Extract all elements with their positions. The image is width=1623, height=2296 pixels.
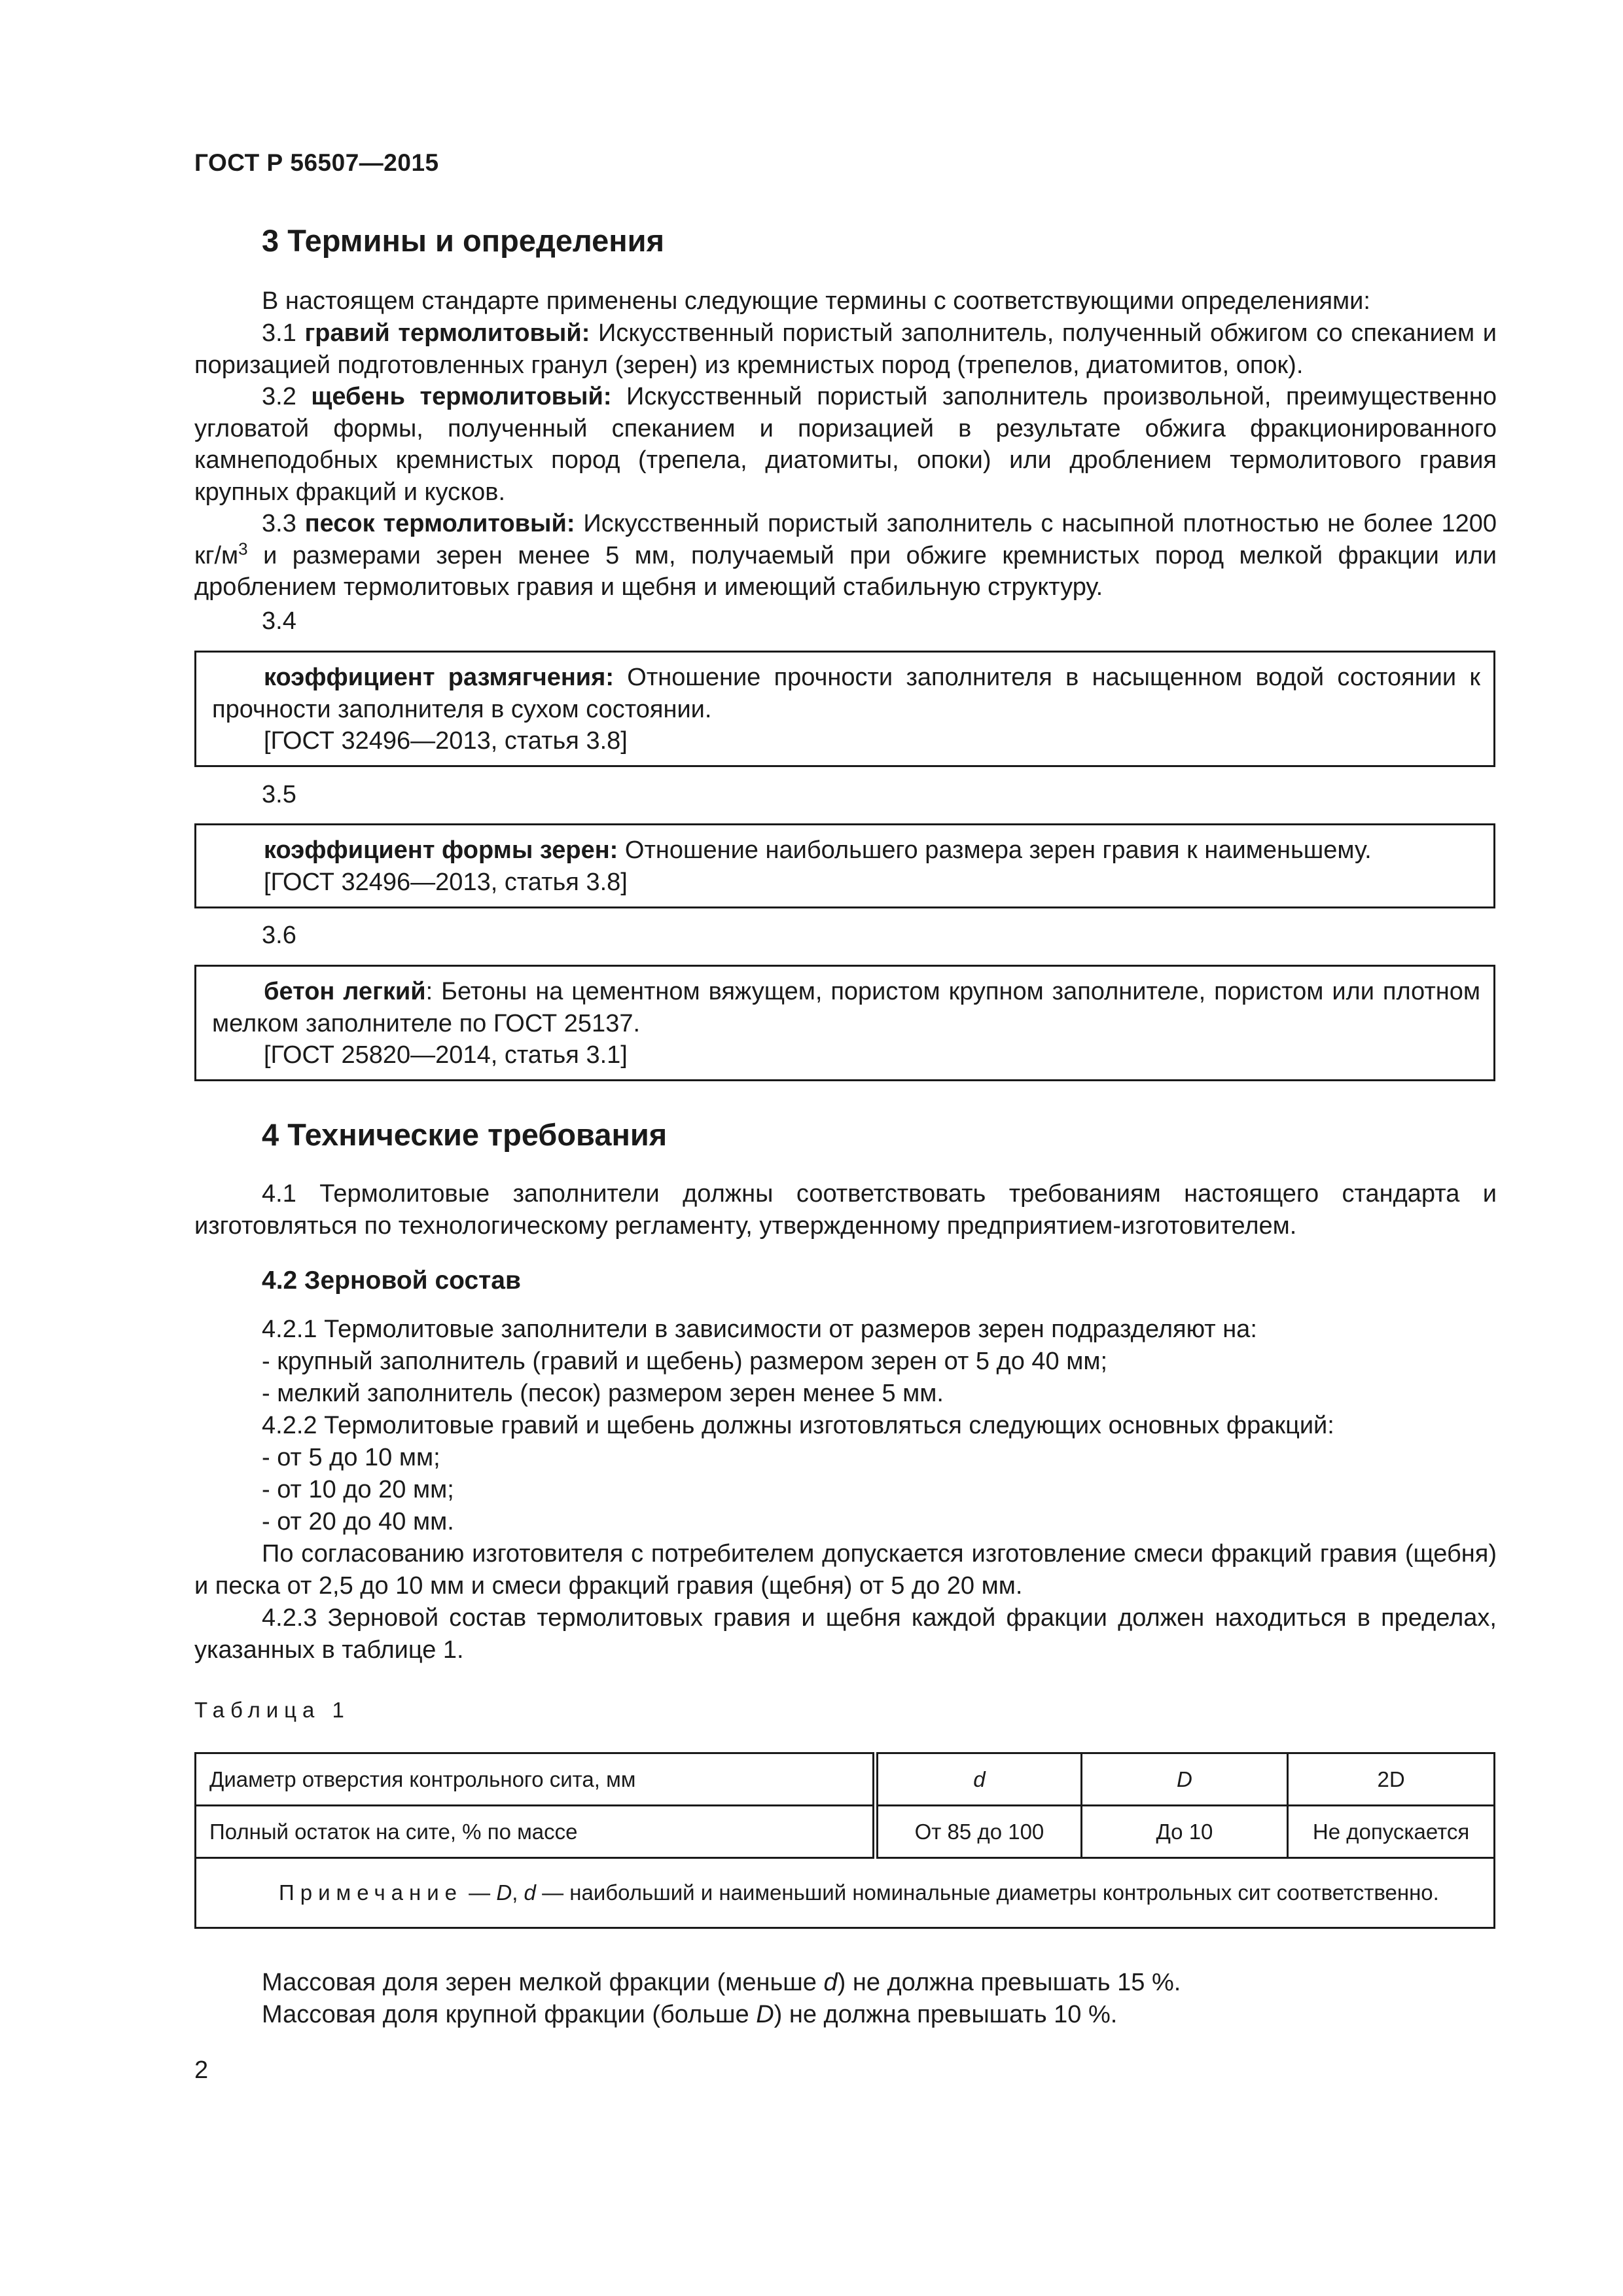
clause-4-2-3: 4.2.3 Зерновой состав термолитовых гравия и щебня каждой фракции должен находиться в пределах, указанных в таблице 1. <box>194 1604 1497 1664</box>
term-3-4-number: 3.4 <box>262 607 296 635</box>
term-3-4: коэффициент размягчения: Отношение прочности заполнителя в насыщенном водой состоянии к прочности заполнителя в сухом состоянии. <box>212 664 1480 723</box>
table-cell-label: Диаметр отверстия контрольного сита, мм <box>196 1753 876 1806</box>
table-cell: До 10 <box>1081 1806 1287 1858</box>
term-3-4-name: коэффициент размягчения: <box>264 664 614 691</box>
section-3-intro: В настоящем стандарте применены следующие термины с соответствующими определениями: <box>262 287 1370 315</box>
term-3-4-source: [ГОСТ 32496—2013, статья 3.8] <box>264 727 628 755</box>
table-cell-label: Полный остаток на сите, % по массе <box>196 1806 876 1858</box>
term-3-5-source: [ГОСТ 32496—2013, статья 3.8] <box>264 868 628 896</box>
table-cell: Не допускается <box>1288 1806 1495 1858</box>
term-3-2: 3.2 щебень термолитовый: Искусственный пористый заполнитель произвольной, преимущественно угловатой формы, полученный спеканием и поризацией в результате обжига фракционированного камнеподобных кремнистых пород (трепела, диатомиты, опоки) или дроблением термолитового гравия крупных фракций и кусков. <box>194 383 1497 506</box>
table-cell: 2D <box>1288 1753 1495 1806</box>
term-3-2-name: щебень термолитовый: <box>311 383 612 410</box>
table-1-caption: Таблица 1 <box>194 1698 350 1722</box>
section-3-title: 3 Термины и определения <box>262 223 664 258</box>
table-cell: d <box>876 1753 1082 1806</box>
term-3-6-box <box>194 965 1495 1081</box>
list-item: - мелкий заполнитель (песок) размером зерен менее 5 мм. <box>262 1380 944 1407</box>
clause-4-2-2: 4.2.2 Термолитовые гравий и щебень должны изготовляться следующих основных фракций: <box>262 1412 1334 1439</box>
term-3-6: бетон легкий: Бетоны на цементном вяжущем, пористом крупном заполнителе, пористом или плотном мелком заполнителе по ГОСТ 25137. <box>212 978 1480 1037</box>
table-row <box>196 1806 1495 1858</box>
table-cell: D <box>1081 1753 1287 1806</box>
table-1 <box>194 1752 1495 1929</box>
list-item: - от 10 до 20 мм; <box>262 1476 454 1503</box>
term-3-6-name: бетон легкий <box>264 978 426 1005</box>
term-3-6-number: 3.6 <box>262 922 296 949</box>
term-3-5-number: 3.5 <box>262 781 296 808</box>
list-item: - от 5 до 10 мм; <box>262 1444 440 1471</box>
list-item: - от 20 до 40 мм. <box>262 1508 454 1535</box>
term-3-1-name: гравий термолитовый: <box>304 319 590 347</box>
clause-4-2-title: 4.2 Зерновой состав <box>262 1266 521 1295</box>
clause-4-2-1: 4.2.1 Термолитовые заполнители в зависимости от размеров зерен подразделяют на: <box>262 1316 1257 1343</box>
term-3-3: 3.3 песок термолитовый: Искусственный пористый заполнитель с насыпной плотностью не более 1200 $кг/м^3$ и размерами зерен менее 5 мм, получаемый при обжиге кремнистых пород мелкой фракции или дроблением термолитовых гравия и щебня и имеющий стабильную структуру. <box>194 510 1497 601</box>
mass-fraction-fine: Массовая доля зерен мелкой фракции (меньше d) не должна превышать 15 %. <box>262 1969 1181 1996</box>
list-item: - крупный заполнитель (гравий и щебень) размером зерен от 5 до 40 мм; <box>262 1348 1108 1375</box>
clause-4-2-2-agreement: По согласованию изготовителя с потребителем допускается изготовление смеси фракций гравия (щебня) и песка от 2,5 до 10 мм и смеси фракций гравия (щебня) от 5 до 20 мм. <box>194 1540 1497 1600</box>
page-number: 2 <box>194 2056 209 2084</box>
standard-designation: ГОСТ Р 56507—2015 <box>194 149 439 176</box>
mass-fraction-coarse: Массовая доля крупной фракции (больше D) не должна превышать 10 %. <box>262 2001 1118 2028</box>
term-3-3-name: песок термолитовый: <box>304 510 575 537</box>
term-3-6-source: [ГОСТ 25820—2014, статья 3.1] <box>264 1041 628 1069</box>
table-row <box>196 1753 1495 1806</box>
term-3-4-box <box>194 651 1495 767</box>
table-note: Примечание — D, d — наибольший и наименьший номинальные диаметры контрольных сит соответственно. <box>196 1858 1495 1928</box>
table-cell: От 85 до 100 <box>876 1806 1082 1858</box>
term-3-5: коэффициент формы зерен: Отношение наибольшего размера зерен гравия к наименьшему. <box>264 836 1372 864</box>
clause-4-1: 4.1 Термолитовые заполнители должны соответствовать требованиям настоящего стандарта и изготовляться по технологическому регламенту, утвержденному предприятием-изготовителем. <box>194 1180 1497 1240</box>
section-4-title: 4 Технические требования <box>262 1117 668 1152</box>
term-3-1: 3.1 гравий термолитовый: Искусственный пористый заполнитель, полученный обжигом со спеканием и поризацией подготовленных гранул (зерен) из кремнистых пород (трепелов, диатомитов, опок). <box>194 319 1497 379</box>
table-row <box>196 1858 1495 1928</box>
term-3-5-name: коэффициент формы зерен: <box>264 836 618 864</box>
term-3-5-box <box>194 823 1495 908</box>
